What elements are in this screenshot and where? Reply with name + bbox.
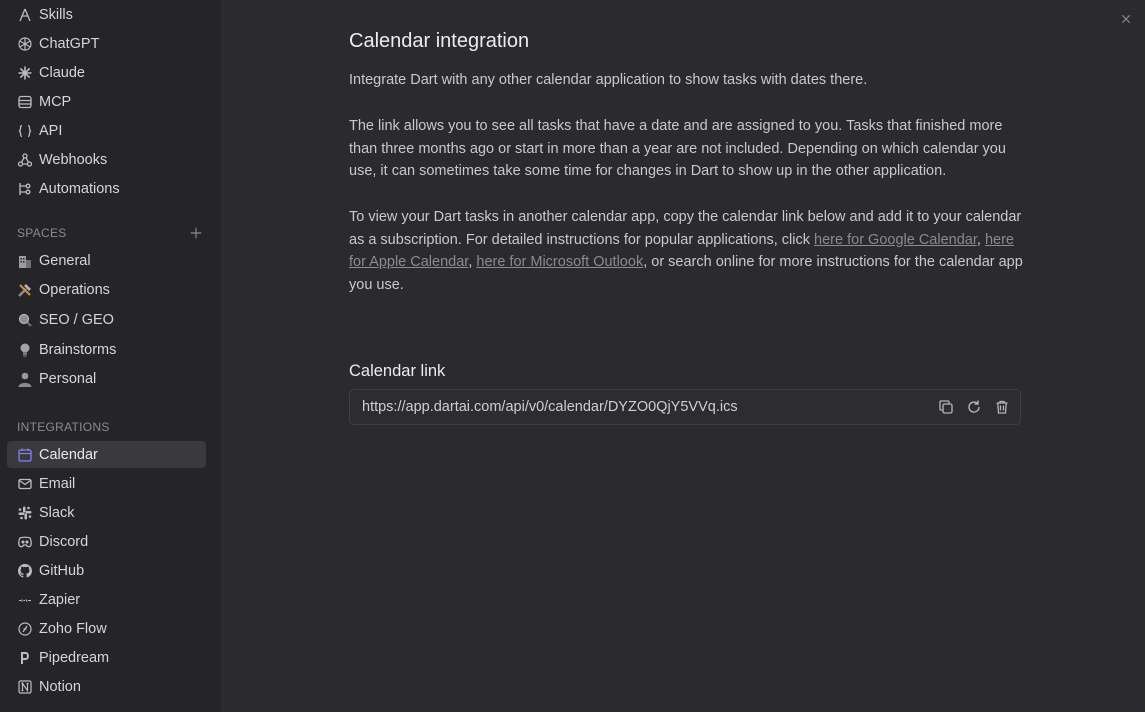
api-braces-icon [16,122,34,140]
instructions-text [349,206,1024,297]
calendar-icon [16,446,34,464]
webhooks-icon [16,151,34,169]
sidebar-space-seo-geo[interactable] [7,306,206,333]
sidebar-item-label: Webhooks [39,151,108,168]
sidebar-item-claude[interactable] [7,59,206,86]
sidebar-item-label: Zoho Flow [39,620,107,637]
sidebar-item-label: Slack [39,504,75,521]
email-icon [16,475,34,493]
sidebar-item-label: Automations [39,180,120,197]
chatgpt-icon [16,35,34,53]
sidebar-item-api[interactable] [7,117,206,144]
instructions-end: , or search online for more instructions for the calendar app you use. [349,254,1023,294]
sidebar-space-general[interactable] [7,247,206,274]
sidebar-item-email[interactable] [7,470,206,497]
sidebar-item-notion[interactable] [7,673,206,700]
separator: , [468,254,477,271]
sidebar-item-label: General [39,252,91,269]
microsoft-outlook-link[interactable]: here for Microsoft Outlook [476,254,644,271]
seo-space-icon [16,311,34,329]
sidebar-item-label: Personal [39,370,97,387]
intro-text: Integrate Dart with any other calendar application to show tasks with dates there. [349,72,868,88]
notion-icon [16,678,34,696]
google-calendar-link[interactable]: here for Google Calendar [814,231,977,248]
description-text: The link allows you to see all tasks that have a date and are assigned to you. Tasks that finished more than three months ago or start in more than a year are not included. Depending on which calendar you use, it can sometimes take some time for changes in Dart to show up in the other application. [349,118,1006,180]
sidebar-item-automations[interactable] [7,175,206,202]
sidebar-item-label: Email [39,475,76,492]
refresh-icon[interactable] [964,397,984,417]
sidebar-item-label: ChatGPT [39,35,100,52]
sidebar-item-pipedream[interactable] [7,644,206,671]
brainstorms-space-icon [16,341,34,359]
sidebar-item-webhooks[interactable] [7,146,206,173]
github-icon [16,562,34,580]
discord-icon [16,533,34,551]
sidebar-item-label: API [39,122,63,139]
zapier-icon [16,591,34,609]
mcp-icon [16,93,34,111]
sidebar-item-label: GitHub [39,562,85,579]
sidebar-item-discord[interactable] [7,528,206,555]
integrations-section-label: INTEGRATIONS [17,420,110,434]
sidebar-item-label: Operations [39,281,110,298]
trash-icon[interactable] [992,397,1012,417]
sidebar-item-label: SEO / GEO [39,311,114,328]
sidebar-item-label: Zapier [39,591,81,608]
apple-calendar-link[interactable]: here for Apple Calendar [349,231,1014,271]
calendar-url-text[interactable]: https://app.dartai.com/api/v0/calendar/DYZO0QjY5VVq.ics [362,399,738,415]
automations-icon [16,180,34,198]
spaces-section-label: SPACES [17,226,67,240]
sidebar-item-skills[interactable] [7,1,206,28]
sidebar-item-slack[interactable] [7,499,206,526]
sidebar-item-label: Calendar [39,446,98,463]
sidebar-item-chatgpt[interactable] [7,30,206,57]
operations-space-icon [16,281,34,299]
sidebar [0,0,221,712]
sidebar-item-zapier[interactable] [7,586,206,613]
skills-icon [16,6,34,24]
calendar-link-field[interactable] [349,389,1021,425]
sidebar-item-label: Pipedream [39,649,110,666]
sidebar-item-zoho-flow[interactable] [7,615,206,642]
sidebar-item-label: Notion [39,678,81,695]
sidebar-item-label: Claude [39,64,85,81]
sidebar-item-github[interactable] [7,557,206,584]
add-space-plus-icon[interactable] [188,225,204,241]
slack-icon [16,504,34,522]
page-title: Calendar integration [349,30,530,52]
sidebar-item-label: MCP [39,93,72,110]
pipedream-icon [16,649,34,667]
general-space-icon [16,252,34,270]
sidebar-item-mcp[interactable] [7,88,206,115]
calendar-link-heading: Calendar link [349,362,446,380]
sidebar-space-operations[interactable] [7,276,206,303]
sidebar-space-brainstorms[interactable] [7,336,206,363]
sidebar-space-personal[interactable] [7,365,206,392]
sidebar-item-label: Discord [39,533,89,550]
personal-space-icon [16,370,34,388]
zoho-flow-icon [16,620,34,638]
sidebar-item-calendar[interactable] [7,441,206,468]
instructions-start: To view your Dart tasks in another calendar app, copy the calendar link below and add it to your calendar as a subscription. For detailed instructions for popular applications, click [349,209,1022,248]
sidebar-item-label: Brainstorms [39,341,117,358]
sidebar-item-label: Skills [39,6,73,23]
separator: , [976,231,985,248]
copy-icon[interactable] [936,397,956,417]
close-icon[interactable] [1119,12,1133,26]
claude-icon [16,64,34,82]
